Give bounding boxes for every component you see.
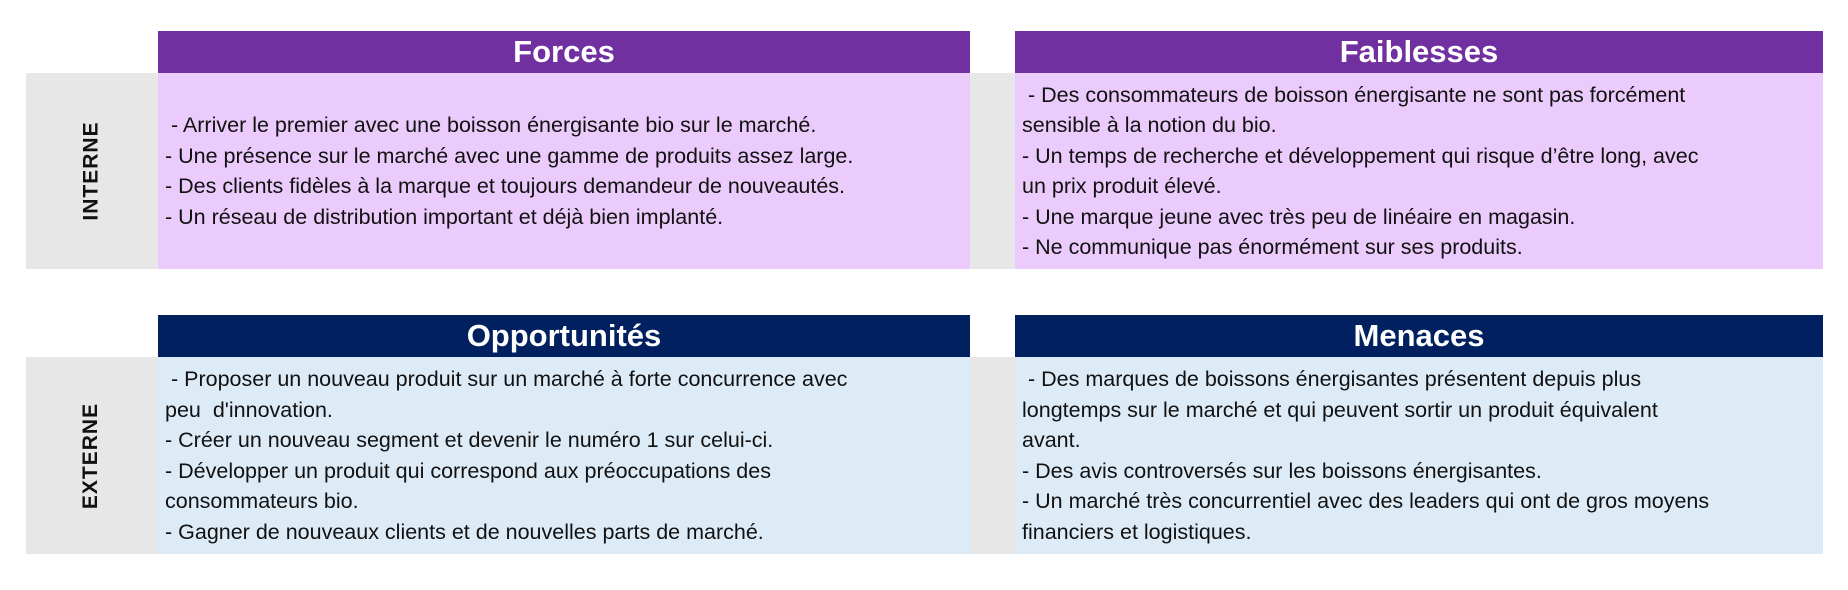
menaces-cell <box>1015 357 1823 554</box>
faiblesses-line: - Un temps de recherche et développement qui risque d’être long, avec <box>1022 143 1699 168</box>
row-label-externe <box>26 357 157 554</box>
forces-line: - Une présence sur le marché avec une gamme de produits assez large. <box>165 143 854 168</box>
row-label-externe-text: EXTERNE <box>79 402 103 509</box>
row-label-interne <box>26 73 157 269</box>
opportunites-line: - Proposer un nouveau produit sur un marché à forte concurrence avec <box>165 367 848 391</box>
menaces-line: - Des marques de boissons énergisantes présentent depuis plus <box>1022 367 1642 391</box>
forces-header <box>158 31 970 73</box>
faiblesses-header <box>1015 31 1823 73</box>
faiblesses-cell <box>1015 73 1823 269</box>
menaces-line: - Des avis controversés sur les boissons énergisantes. <box>1022 458 1542 483</box>
row-label-interne-text: INTERNE <box>79 121 103 221</box>
opportunites-line: - Développer un produit qui correspond aux préoccupations des <box>165 458 771 483</box>
forces-cell <box>158 73 970 269</box>
faiblesses-line: sensible à la notion du bio. <box>1022 113 1277 137</box>
faiblesses-line: - Une marque jeune avec très peu de linéaire en magasin. <box>1022 204 1576 229</box>
forces-line: - Des clients fidèles à la marque et toujours demandeur de nouveautés. <box>165 174 846 198</box>
faiblesses-title: Faiblesses <box>1339 34 1499 69</box>
opportunites-header <box>158 315 970 357</box>
menaces-line: longtemps sur le marché et qui peuvent sortir un produit équivalent <box>1022 397 1658 422</box>
opportunites-line: - Gagner de nouveaux clients et de nouvelles parts de marché. <box>165 519 764 544</box>
opportunites-cell <box>158 357 970 554</box>
menaces-line: avant. <box>1022 428 1081 452</box>
forces-line: - Arriver le premier avec une boisson énergisante bio sur le marché. <box>165 113 817 137</box>
forces-title: Forces <box>513 34 615 69</box>
opportunites-line: - Créer un nouveau segment et devenir le numéro 1 sur celui-ci. <box>165 428 774 452</box>
faiblesses-line: - Ne communique pas énormément sur ses produits. <box>1022 235 1523 259</box>
faiblesses-line: un prix produit élevé. <box>1022 174 1222 198</box>
menaces-line: - Un marché très concurrentiel avec des leaders qui ont de gros moyens <box>1022 489 1710 513</box>
menaces-line: financiers et logistiques. <box>1022 519 1252 544</box>
menaces-title: Menaces <box>1353 318 1485 353</box>
opportunites-line: peu d'innovation. <box>165 397 333 422</box>
faiblesses-line: - Des consommateurs de boisson énergisante ne sont pas forcément <box>1022 82 1686 107</box>
forces-line: - Un réseau de distribution important et déjà bien implanté. <box>165 204 724 229</box>
opportunites-title: Opportunités <box>466 318 662 353</box>
opportunites-line: consommateurs bio. <box>165 489 359 513</box>
menaces-header <box>1015 315 1823 357</box>
